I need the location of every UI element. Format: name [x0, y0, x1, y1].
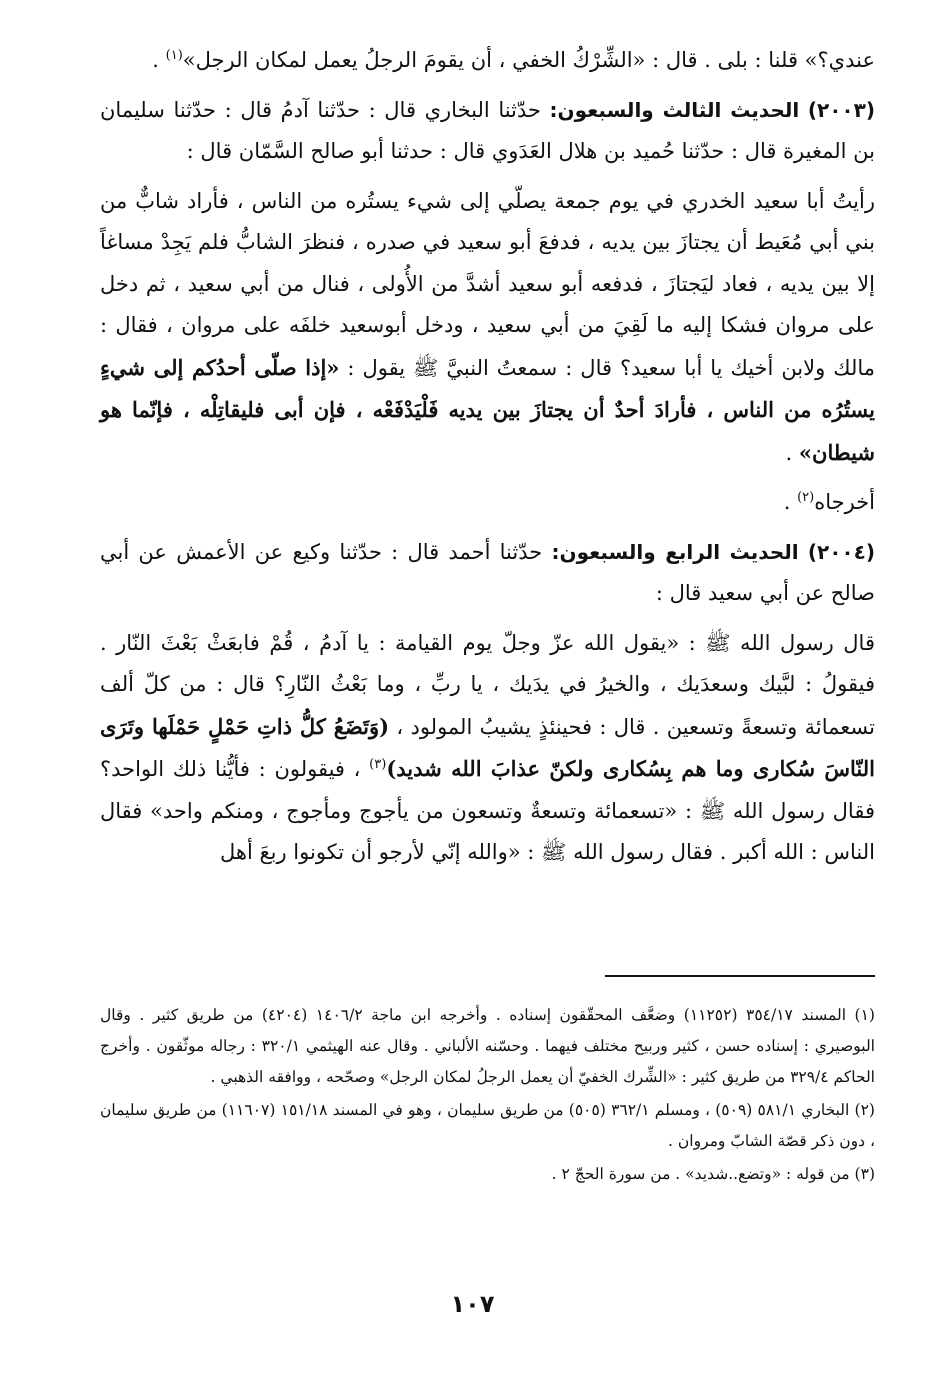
footnote-marker: (٣): [854, 1165, 875, 1183]
hadith-2004-number: (٢٠٠٤): [807, 539, 875, 564]
hadith-2003-prophetic-saying: «إذا صلّى أحدُكم إلى شيءٍ يستُرُه من الناس ، فأرادَ أحدٌ أن يجتازَ بين يديه فَلْيَدْفَعْه ، فإن أبى فليقاتِلْه ، فإنّما هو شيطان»: [100, 354, 875, 465]
hadith-2004-narrative: قال رسول الله ﷺ : «يقول الله عزّ وجلّ يوم القيامة : يا آدمُ ، قُمْ فابعَثْ بَعْثَ النّار . فيقولُ : لبَّيك وسعدَيك ، والخيرُ في يدَيك ، يا ربِّ ، وما بَعْثُ النّارِ؟ قال : من كلّ ألف تسعمائة وتسعةً وتسعين . قال : فحينئذٍ يشيبُ المولود ،: [100, 630, 875, 739]
hadith-2003-narrative: رأيتُ أبا سعيد الخدري في يوم جمعة يصلّي إلى شيء يستُره من الناس ، فأراد شابٌّ من بني أبي مُعَيط أن يجتازَ بين يديه ، فدفعَ أبو سعيد في صدره ، فنظرَ الشابُّ فلم يَجِدْ مساغاً إلا بين يديه ، فعاد ليَجتازَ ، فدفعه أبو سعيد أشدَّ من الأُولى ، فنال من أبي سعيد ، ثم دخل على مروان فشكا إليه ما لَقِيَ من أبي سعيد ، ودخل أبوسعيد خلفَه على مروان ، فقال : مالك ولابن أخيك يا أبا سعيد؟ قال : سمعتُ النبيَّ ﷺ يقول :: [100, 188, 876, 380]
main-text: [100, 40, 875, 874]
hadith-2003-heading: [100, 90, 875, 173]
hadith-2003-takhrij: أخرجاه$^{(٢)}$ .: [783, 490, 875, 514]
takhrij-text: أخرجاه: [814, 490, 875, 514]
footnote-1: [100, 1000, 875, 1093]
opening-text: عندي؟» قلنا : بلى . قال : «الشِّرْكُ الخفي ، أن يقومَ الرجلُ يعمل لمكان الرجل»: [182, 48, 875, 72]
footnote-text: من قوله : «وتضع..شديد» . من سورة الحجّ ٢ .: [551, 1165, 850, 1183]
footnote-marker: (٢): [854, 1101, 875, 1119]
hadith-2004-heading: [100, 532, 875, 615]
footnote-divider: [605, 975, 875, 977]
hadith-2003-number: (٢٠٠٣): [807, 97, 875, 122]
footnote-text: المسند ٣٥٤/١٧ (١١٢٥٢) وضعَّف المحقّقون إسناده . وأخرجه ابن ماجة ١٤٠٦/٢ (٤٢٠٤) من طريق كثير . وقال البوصيري : إسناده حسن ، كثير وربيح مختلف فيهما . وحسّنه الألباني . وقال عنه الهيثمي ٣٢٠/١ : رجاله موثّقون . وأخرج الحاكم ٣٢٩/٤ من طريق كثير : «الشِّرك الخفيّ أن يعمل الرجلُ لمكان الرجل» وصحّحه ، ووافقه الذهبي .: [100, 1006, 875, 1086]
hadith-2003-isnad: حدّثنا البخاري قال : حدّثنا آدمُ قال : حدّثنا سليمان بن المغيرة قال : حدّثنا حُميد بن هلال العَدَوي قال : حدثنا أبو صالح السَّمّان قال :: [100, 97, 875, 163]
opening-paragraph: عندي؟» قلنا : بلى . قال : «الشِّرْكُ الخفي ، أن يقومَ الرجلُ يعمل لمكان الرجل»$^{(١)}$ .: [152, 48, 875, 72]
footnote-2: [100, 1095, 875, 1157]
hadith-2003-title: الحديث الثالث والسبعون:: [549, 97, 800, 122]
hadith-2003-body: رأيتُ أبا سعيد الخدري في يوم جمعة يصلّي إلى شيء يستُره من الناس ، فأراد شابٌّ من بني أبي مُعَيط أن يجتازَ بين يديه ، فدفعَ أبو سعيد في صدره ، فنظرَ الشابُّ فلم يَجِدْ مساغاً إلا بين يديه ، فعاد ليَجتازَ ، فدفعه أبو سعيد أشدَّ من الأُولى ، فنال من أبي سعيد ، ثم دخل على مروان فشكا إليه ما لَقِيَ من أبي سعيد ، ودخل أبوسعيد خلفَه على مروان ، فقال : مالك ولابن أخيك يا أبا سعيد؟ قال : سمعتُ النبيَّ ﷺ يقول : «إذا صلّى أحدُكم إلى شيءٍ يستُرُه من الناس ، فأرادَ أحدٌ أن يجتازَ بين يديه فَلْيَدْفَعْه ، فإن أبى فليقاتِلْه ، فإنّما هو شيطان» .: [100, 188, 876, 465]
page-number: ١٠٧: [450, 1290, 495, 1318]
footnote-ref-3: (٣): [369, 757, 387, 772]
footnote-3: [100, 1159, 875, 1190]
footnote-marker: (١): [854, 1006, 875, 1024]
footnote-text: البخاري ٥٨١/١ (٥٠٩) ، ومسلم ٣٦٢/١ (٥٠٥) من طريق سليمان ، وهو في المسند ١٥١/١٨ (١١٦٠٧) من طريق سليمان ، دون ذكر قصّة الشابّ ومروان .: [100, 1101, 875, 1150]
hadith-2004-body: [100, 623, 875, 874]
quran-verse: (وَتَضَعُ كلُّ ذاتِ حَمْلٍ حَمْلَها وتَرَى النّاسَ سُكارى وما هم بِسُكارى ولكنّ عذابَ الله شديد): [100, 713, 875, 781]
footnotes: [100, 1000, 875, 1192]
footnote-ref-1: (١): [165, 48, 183, 63]
hadith-2004-continuation: ، فيقولون : فأيُّنا ذلك الواحد؟ فقال رسول الله ﷺ : «تسعمائة وتسعةٌ وتسعون من يأجوج ومأجوج ، ومنكم واحد» فقال الناس : الله أكبر . فقال رسول الله ﷺ : «والله إنّي لأرجو أن تكونوا ربعَ أهل: [100, 757, 875, 864]
hadith-2004-isnad: حدّثنا أحمد قال : حدّثنا وكيع عن الأعمش عن أبي صالح عن أبي سعيد قال :: [100, 539, 875, 605]
footnote-ref-2: (٢): [797, 490, 815, 505]
hadith-2004-title: الحديث الرابع والسبعون:: [551, 539, 799, 564]
